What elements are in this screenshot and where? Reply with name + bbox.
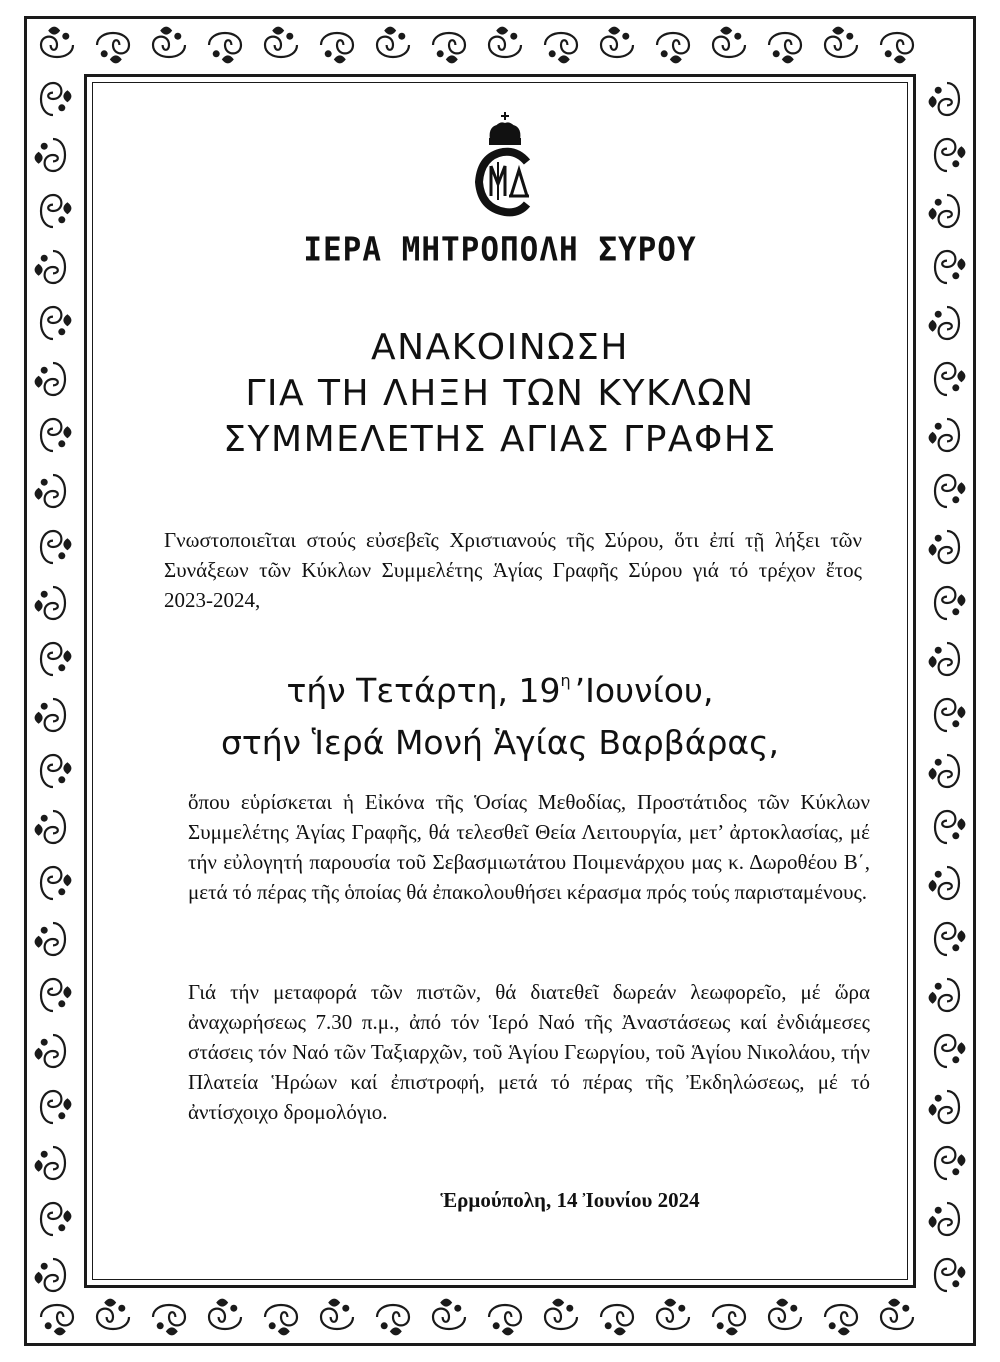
scroll-motif bbox=[601, 27, 633, 57]
scroll-motif bbox=[935, 251, 965, 283]
scroll-motif bbox=[545, 33, 577, 63]
crown-icon bbox=[490, 112, 520, 144]
scroll-motif bbox=[97, 33, 129, 63]
scroll-motif bbox=[935, 475, 965, 507]
scroll-motif bbox=[929, 979, 959, 1011]
scroll-motif bbox=[41, 83, 71, 115]
scroll-motif bbox=[321, 33, 353, 63]
scroll-motif bbox=[377, 1305, 409, 1335]
scroll-motif bbox=[935, 1147, 965, 1179]
scroll-motif bbox=[929, 755, 959, 787]
metropolis-emblem bbox=[465, 110, 545, 225]
body-paragraph-1-text: ὅπου εὑρίσκεται ἡ Εἰκόνα τῆς Ὁσίας Μεθοδίας, Προστάτιδος τῶν Κύκλων Συμμελέτης Ἁγίας Γραφῆς, θά τελεσθεῖ Θεία Λειτουργία, μετ’ ἀρτοκλασίας, μέ τήν εὐλογητή παρουσία τοῦ Σεβασμιωτάτου Ποιμενάρχου μας κ. Δωροθέου Β΄, μετά τό πέρας τῆς ὁποίας θά ἐπακολουθήσει κέρασμα πρός τούς παρισταμένους. bbox=[188, 790, 870, 904]
scroll-motif bbox=[209, 33, 241, 63]
event-location: στήν Ἱερά Μονή Ἁγίας Βαρβάρας, bbox=[220, 723, 780, 762]
scroll-motif bbox=[35, 251, 65, 283]
place-date-text: Ἑρμούπολη, 14 Ἰουνίου 2024 bbox=[440, 1188, 700, 1212]
scroll-motif bbox=[35, 139, 65, 171]
scroll-motif bbox=[35, 1035, 65, 1067]
body-paragraph-2 bbox=[130, 977, 870, 1127]
organization-name: ΙΕΡΑ ΜΗΤΡΟΠΟΛΗ ΣΥΡΟΥ bbox=[303, 231, 697, 269]
event-date-superscript: η bbox=[560, 671, 571, 690]
scroll-motif bbox=[657, 1299, 689, 1329]
scroll-motif bbox=[935, 1259, 965, 1291]
scroll-motif bbox=[929, 1091, 959, 1123]
scroll-motif bbox=[929, 1203, 959, 1235]
scroll-motif bbox=[41, 755, 71, 787]
body-paragraph-1 bbox=[130, 787, 870, 907]
scroll-motif bbox=[35, 699, 65, 731]
scroll-motif bbox=[881, 1299, 913, 1329]
scroll-motif bbox=[713, 27, 745, 57]
scroll-motif bbox=[41, 867, 71, 899]
scroll-motif bbox=[489, 27, 521, 57]
scroll-motif bbox=[41, 195, 71, 227]
event-highlight bbox=[130, 655, 870, 769]
place-date bbox=[130, 1188, 870, 1213]
scroll-motif bbox=[769, 33, 801, 63]
scroll-motif bbox=[935, 923, 965, 955]
scroll-motif bbox=[35, 587, 65, 619]
scroll-motif bbox=[153, 27, 185, 57]
scroll-motif bbox=[265, 27, 297, 57]
event-date bbox=[130, 655, 870, 717]
scroll-motif bbox=[41, 307, 71, 339]
event-month: ’Ιουνίου, bbox=[574, 671, 714, 710]
scroll-motif bbox=[935, 1035, 965, 1067]
title-line-3: ΣΥΜΜΕΛΕΤΗΣ ΑΓΙΑΣ ΓΡΑΦΗΣ bbox=[223, 419, 777, 460]
scroll-motif bbox=[35, 363, 65, 395]
scroll-motif bbox=[489, 1305, 521, 1335]
scroll-motif bbox=[935, 139, 965, 171]
scroll-motif bbox=[321, 1299, 353, 1329]
scroll-motif bbox=[881, 33, 913, 63]
scroll-motif bbox=[97, 1299, 129, 1329]
scroll-motif bbox=[657, 33, 689, 63]
scroll-motif bbox=[433, 1299, 465, 1329]
scroll-motif bbox=[41, 643, 71, 675]
scroll-motif bbox=[935, 363, 965, 395]
scroll-motif bbox=[41, 1305, 73, 1335]
scroll-motif bbox=[713, 1305, 745, 1335]
scroll-motif bbox=[935, 587, 965, 619]
announcement-title bbox=[130, 325, 870, 463]
scroll-motif bbox=[929, 307, 959, 339]
monogram-icon bbox=[479, 152, 529, 213]
scroll-motif bbox=[35, 1147, 65, 1179]
scroll-motif bbox=[41, 27, 73, 57]
body-paragraph-2-text: Γιά τήν μεταφορά τῶν πιστῶν, θά διατεθεῖ δωρεάν λεωφορεῖο, μέ ὥρα ἀναχωρήσεως 7.30 π.μ., ἀπό τόν Ἱερό Ναό τῆς Ἀναστάσεως καί ἐνδιάμεσες στάσεις τόν Ναό τῶν Ταξιαρχῶν, τοῦ Ἁγίου Γεωργίου, τοῦ Ἁγίου Νικολάου, τήν Πλατεία Ἡρώων καί ἐπιστροφή, μετά τό πέρας τῆς Ἐκδηλώσεως, μέ τό ἀντίσχοιχο δρομολόγιο. bbox=[188, 980, 870, 1124]
scroll-motif bbox=[929, 643, 959, 675]
scroll-motif bbox=[433, 33, 465, 63]
scroll-motif bbox=[153, 1305, 185, 1335]
scroll-motif bbox=[929, 83, 959, 115]
scroll-motif bbox=[35, 475, 65, 507]
scroll-motif bbox=[929, 419, 959, 451]
scroll-motif bbox=[377, 27, 409, 57]
scroll-motif bbox=[601, 1305, 633, 1335]
scroll-motif bbox=[929, 195, 959, 227]
scroll-motif bbox=[545, 1299, 577, 1329]
title-line-1: ΑΝΑΚΟΙΝΩΣΗ bbox=[371, 327, 629, 368]
scroll-motif bbox=[41, 1203, 71, 1235]
scroll-motif bbox=[935, 699, 965, 731]
scroll-motif bbox=[929, 867, 959, 899]
scroll-motif bbox=[935, 811, 965, 843]
intro-text: Γνωστοποιεῖται στούς εὐσεβεῖς Χριστιανούς τῆς Σύρου, ὅτι ἐπί τῇ λήξει τῶν Συνάξεων τῶν Κύκλων Συμμελέτης Ἁγίας Γραφῆς Σύρου γιά τό τρέχον ἔτος 2023-2024, bbox=[164, 528, 862, 612]
event-date-text: τήν Τετάρτη, 19 bbox=[286, 671, 561, 710]
scroll-motif bbox=[35, 923, 65, 955]
scroll-motif bbox=[209, 1299, 241, 1329]
scroll-motif bbox=[35, 811, 65, 843]
scroll-motif bbox=[41, 531, 71, 563]
scroll-motif bbox=[35, 1259, 65, 1291]
title-line-2: ΓΙΑ ΤΗ ΛΗΞΗ ΤΩΝ ΚΥΚΛΩΝ bbox=[245, 373, 755, 414]
scroll-motif bbox=[41, 1091, 71, 1123]
scroll-motif bbox=[41, 979, 71, 1011]
scroll-motif bbox=[825, 1305, 857, 1335]
scroll-motif bbox=[929, 531, 959, 563]
scroll-motif bbox=[825, 27, 857, 57]
scroll-motif bbox=[769, 1299, 801, 1329]
intro-paragraph bbox=[150, 525, 862, 615]
scroll-motif bbox=[41, 419, 71, 451]
scroll-motif bbox=[265, 1305, 297, 1335]
